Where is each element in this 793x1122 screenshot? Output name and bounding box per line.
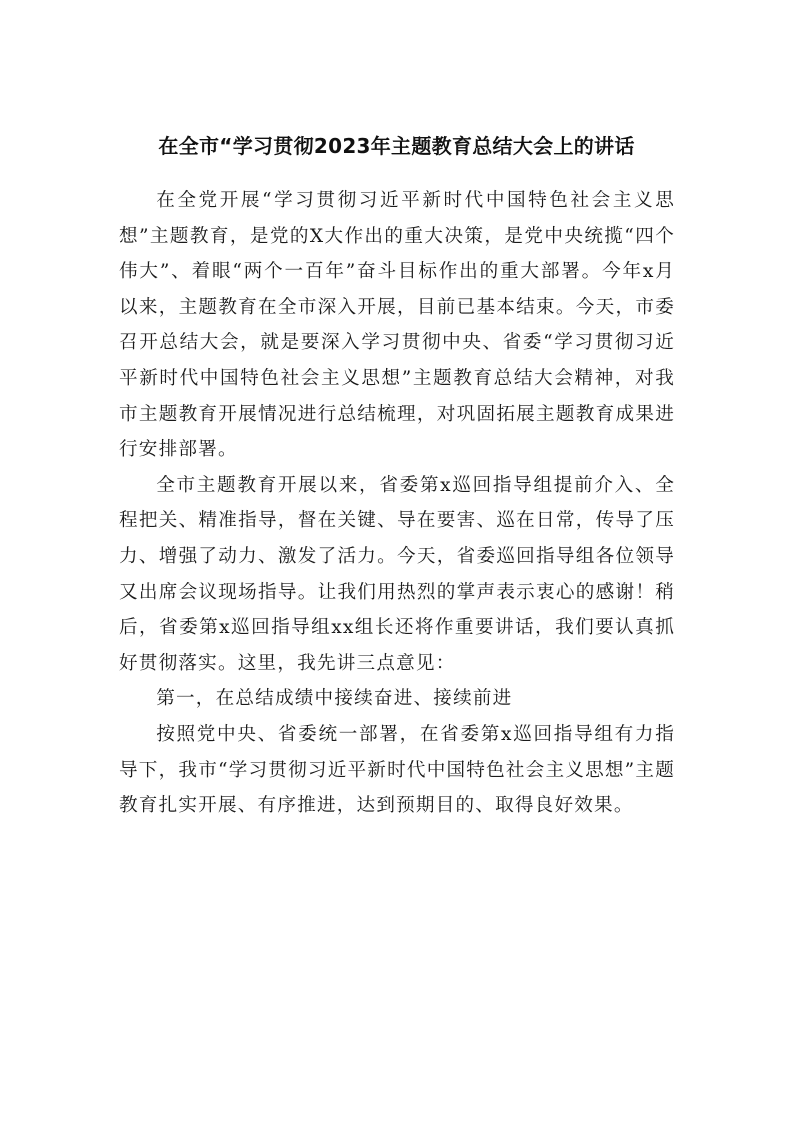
document-title: 在全市“学习贯彻2023年主题教育总结大会上的讲话 xyxy=(158,134,635,158)
document-body xyxy=(119,183,675,824)
section-heading-first: 第一，在总结成绩中接续奋进、接续前进 xyxy=(156,688,513,710)
paragraph-guidance: 全市主题教育开展以来，省委第x巡回指导组提前介入、全程把关、精准指导，督在关键、导在要害、巡在日常，传导了压力、增强了动力、激发了活力。今天，省委巡回指导组各位领导又出席会议现场指导。让我们用热烈的掌声表示衷心的感谢！稍后，省委第x巡回指导组xx组长还将作重要讲话，我们要认真抓好贯彻落实。这里，我先讲三点意见： xyxy=(119,474,675,674)
paragraph-first-section: 按照党中央、省委统一部署，在省委第x巡回指导组有力指导下，我市“学习贯彻习近平新时代中国特色社会主义思想”主题教育扎实开展、有序推进，达到预期目的、取得良好效果。 xyxy=(119,723,675,817)
paragraph-intro: 在全党开展“学习贯彻习近平新时代中国特色社会主义思想”主题教育，是党的X大作出的重大决策，是党中央统揽“四个伟大”、着眼“两个一百年”奋斗目标作出的重大部署。今年x月以来，主题教育在全市深入开展，目前已基本结束。今天，市委召开总结大会，就是要深入学习贯彻中央、省委“学习贯彻习近平新时代中国特色社会主义思想”主题教育总结大会精神，对我市主题教育开展情况进行总结梳理，对巩固拓展主题教育成果进行安排部署。 xyxy=(119,190,675,461)
